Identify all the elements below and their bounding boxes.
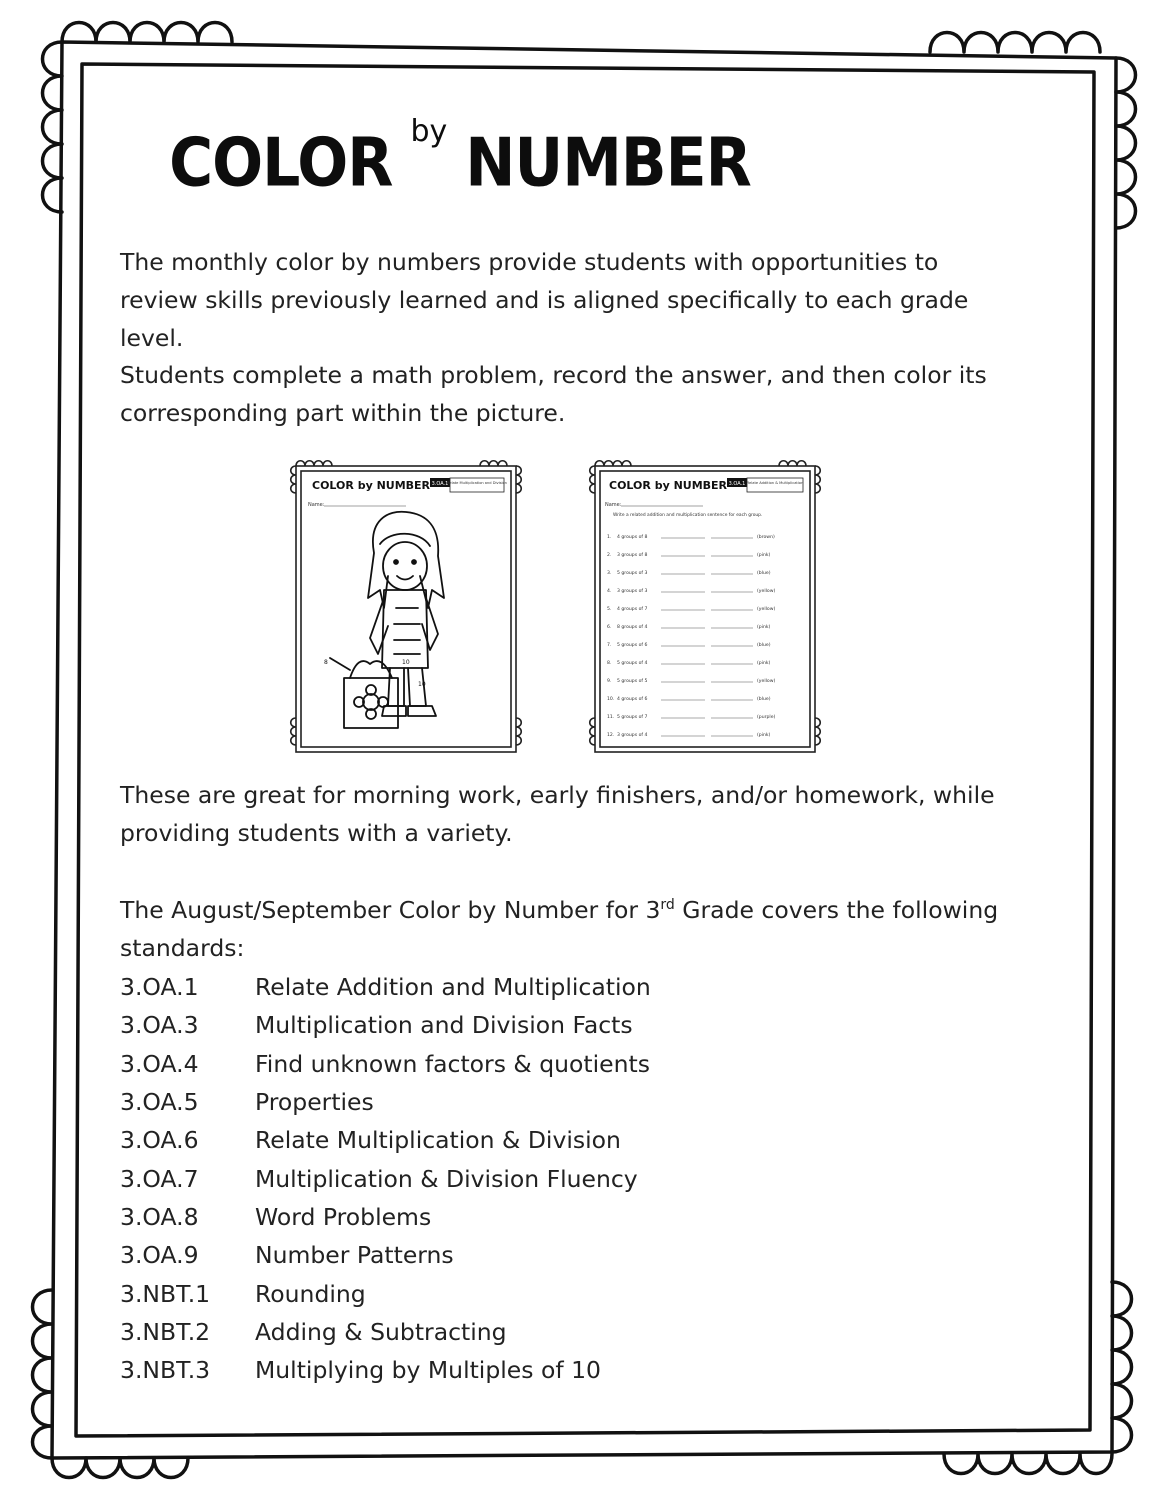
worksheet-row-number: 7.	[607, 643, 612, 648]
standard-row	[120, 1006, 1020, 1044]
worksheet-row-number: 11.	[607, 715, 615, 720]
worksheet-row-number: 10.	[607, 697, 615, 702]
standard-code: 3.OA.9	[120, 1241, 199, 1270]
standard-desc: Properties	[255, 1088, 374, 1117]
standard-desc: Relate Addition and Multiplication	[255, 973, 651, 1002]
thumb-right-name: Name:	[605, 502, 622, 508]
worksheet-thumbnail	[587, 458, 823, 758]
standard-row	[120, 1313, 1020, 1351]
standard-code: 3.NBT.2	[120, 1317, 211, 1346]
title-number: NUMBER	[465, 123, 751, 203]
worksheet-row-prompt: 4 groups of 6	[617, 697, 648, 702]
standard-desc: Rounding	[255, 1279, 366, 1308]
standard-row	[120, 1274, 1020, 1312]
girl-illustration	[330, 512, 444, 728]
standard-desc: Find unknown factors & quotients	[255, 1049, 650, 1078]
worksheet-row-number: 5.	[607, 607, 612, 612]
worksheet-row-prompt: 8 groups of 4	[617, 625, 648, 630]
worksheet-row-prompt: 4 groups of 7	[617, 607, 648, 612]
standards-list	[120, 968, 1020, 1389]
standard-row	[120, 1351, 1020, 1389]
standard-desc: Word Problems	[255, 1202, 432, 1231]
thumb-left-title: COLOR by NUMBER	[312, 479, 431, 492]
worksheet-row-prompt: 4 groups of 8	[617, 535, 648, 540]
standards-intro: The August/September Color by Number for 3rd Grade covers the following standards:	[120, 896, 999, 962]
standard-code: 3.OA.7	[120, 1164, 199, 1193]
worksheet-row-color: (yellow)	[757, 679, 776, 684]
worksheet-row-prompt: 3 groups of 4	[617, 733, 648, 738]
thumb-right-instructions: Write a related addition and multiplication sentence for each group.	[613, 513, 763, 518]
standard-code: 3.OA.1	[120, 973, 199, 1002]
worksheet-row-color: (yellow)	[757, 607, 776, 612]
standard-row	[120, 968, 1020, 1006]
worksheet-row-prompt: 3 groups of 8	[617, 553, 648, 558]
worksheet-row-number: 8.	[607, 661, 612, 666]
standard-code: 3.NBT.3	[120, 1356, 211, 1385]
worksheet-row-color: (brown)	[757, 535, 775, 540]
worksheet-row-color: (pink)	[757, 733, 771, 738]
thumb-left-subtitle: Relate Multiplication and Division	[447, 481, 507, 485]
thumb-right-title: COLOR by NUMBER	[609, 479, 728, 492]
worksheet-row-number: 2.	[607, 553, 612, 558]
standard-row	[120, 1198, 1020, 1236]
svg-text:10: 10	[418, 681, 426, 688]
worksheet-row-prompt: 5 groups of 4	[617, 661, 648, 666]
worksheet-row-color: (blue)	[757, 571, 771, 576]
standard-code: 3.NBT.1	[120, 1279, 211, 1308]
worksheet-row-number: 12.	[607, 733, 615, 738]
standard-code: 3.OA.3	[120, 1011, 199, 1040]
worksheet-rows	[607, 534, 776, 738]
worksheet-row-color: (blue)	[757, 697, 771, 702]
worksheet-row-prompt: 5 groups of 5	[617, 679, 648, 684]
standard-row	[120, 1236, 1020, 1274]
standard-code: 3.OA.6	[120, 1126, 199, 1155]
standard-row	[120, 1045, 1020, 1083]
worksheet-row-prompt: 5 groups of 6	[617, 643, 648, 648]
thumb-right-subtitle: Relate Addition & Multiplication	[746, 481, 804, 485]
standard-row	[120, 1121, 1020, 1159]
worksheet-row-prompt: 5 groups of 7	[617, 715, 648, 720]
worksheet-row-prompt: 5 groups of 3	[617, 571, 648, 576]
standard-row	[120, 1159, 1020, 1197]
thumb-left-code: 3.OA.1	[431, 481, 449, 487]
title-by: by	[410, 114, 448, 149]
thumb-left-name: Name:	[308, 502, 325, 508]
standard-desc: Relate Multiplication & Division	[255, 1126, 621, 1155]
page-title	[0, 108, 920, 203]
worksheet-row-color: (pink)	[757, 661, 771, 666]
standard-desc: Multiplication & Division Fluency	[255, 1164, 638, 1193]
title-color: COLOR	[169, 123, 393, 203]
worksheet-row-number: 4.	[607, 589, 612, 594]
worksheet-row-color: (yellow)	[757, 589, 776, 594]
instructions-paragraph: Students complete a math problem, record the answer, and then color its corresponding part within the picture.	[120, 361, 987, 427]
usage-paragraph: These are great for morning work, early finishers, and/or homework, while providing students with a variety.	[120, 781, 995, 847]
worksheet-row-prompt: 3 groups of 3	[617, 589, 648, 594]
worksheet-row-number: 1.	[607, 535, 612, 540]
standard-code: 3.OA.8	[120, 1202, 199, 1231]
standard-desc: Multiplying by Multiples of 10	[255, 1356, 601, 1385]
worksheet-row-color: (pink)	[757, 625, 771, 630]
worksheet-row-number: 6.	[607, 625, 612, 630]
worksheet-row-color: (purple)	[757, 715, 776, 720]
coloring-page-thumbnail	[288, 458, 524, 758]
worksheet-row-color: (blue)	[757, 643, 771, 648]
worksheet-row-color: (pink)	[757, 553, 771, 558]
worksheet-row-number: 9.	[607, 679, 612, 684]
standard-code: 3.OA.4	[120, 1049, 199, 1078]
standard-desc: Number Patterns	[255, 1241, 454, 1270]
standard-code: 3.OA.5	[120, 1088, 199, 1117]
standard-row	[120, 1083, 1020, 1121]
thumb-right-code: 3.OA.1	[728, 481, 746, 487]
standard-desc: Adding & Subtracting	[255, 1317, 507, 1346]
svg-text:10: 10	[402, 659, 410, 666]
intro-paragraph: The monthly color by numbers provide students with opportunities to review skills previously learned and is aligned specifically to each grade level.	[120, 248, 969, 352]
worksheet-row-number: 3.	[607, 571, 612, 576]
standard-desc: Multiplication and Division Facts	[255, 1011, 633, 1040]
svg-text:8: 8	[324, 659, 328, 666]
